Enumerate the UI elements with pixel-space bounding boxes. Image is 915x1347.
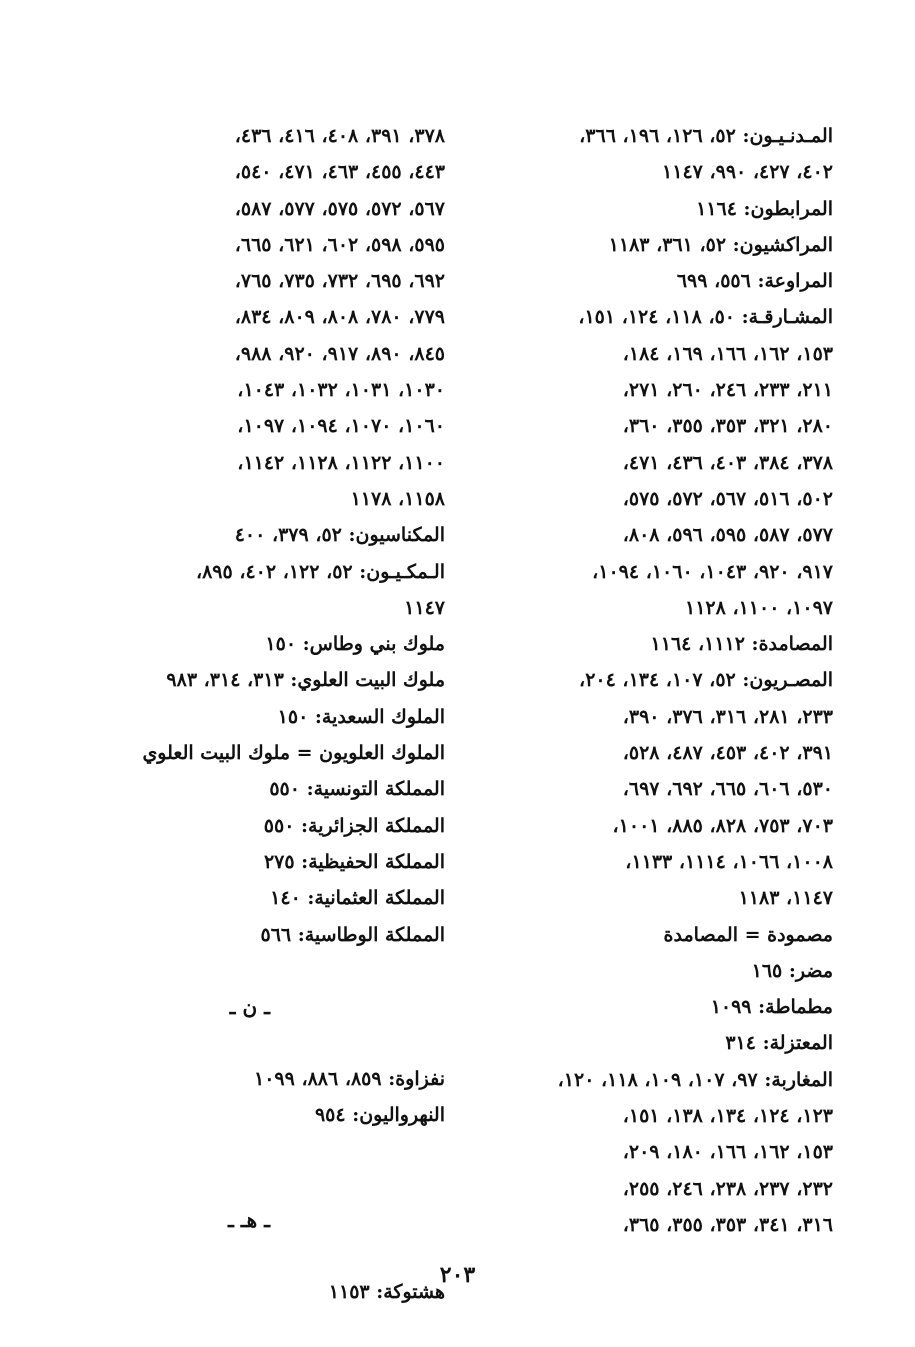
entry-continuation-line: ١٠٠٨، ١٠٦٦، ١١١٤، ١١٣٣،: [625, 850, 833, 873]
index-entry: [478, 953, 833, 989]
entry-line: المصامدة: ١١١٢، ١١٦٤: [650, 633, 833, 656]
entry-continuation-line: ٢٣٣، ٢٨١، ٣١٦، ٣٧٦، ٣٩٠،: [622, 705, 833, 728]
entry-line: المملكة التونسية: ٥٥٠: [269, 778, 445, 801]
entry-continuation-line: ٦٩٢، ٦٩٥، ٧٣٢، ٧٣٥، ٧٦٥،: [234, 270, 445, 293]
entry-continuation-line: ٢٨٠، ٣٢١، ٣٥٣، ٣٥٥، ٣٦٠،: [622, 415, 833, 438]
left-entries: [80, 517, 445, 953]
entry-line: مضر: ١٦٥: [751, 959, 833, 982]
index-entry: [478, 626, 833, 662]
section-heading-ha: ـ هـ ـ: [227, 1207, 270, 1232]
entry-line: المغاربة: ٩٧، ١٠٧، ١٠٩، ١١٨، ١٢٠،: [557, 1068, 833, 1091]
entry-line: المشـارقـة: ٥٠، ١١٨، ١٢٤، ١٥١،: [578, 306, 833, 329]
entry-continuation-line: ١١٠٠، ١١٢٢، ١١٢٨، ١١٤٢،: [237, 451, 445, 474]
entry-continuation-line: ١٢٣، ١٢٤، ١٣٤، ١٣٨، ١٥١،: [622, 1105, 833, 1128]
continued-entry: [80, 118, 445, 517]
right-column: [478, 118, 833, 1243]
entry-continuation-line: ٤٠٢، ٤٢٧، ٩٩٠، ١١٤٧: [662, 161, 833, 184]
entry-line: مطماطة: ١٠٩٩: [710, 996, 833, 1019]
entry-line: المكناسيون: ٥٢، ٣٧٩، ٤٠٠: [234, 524, 445, 547]
index-entry: [80, 699, 445, 735]
index-entry: [80, 626, 445, 662]
index-entry: [80, 662, 445, 698]
entry-continuation-line: ١١٤٧، ١١٨٣: [738, 887, 833, 910]
entry-line: المـدنـيـون: ٥٢، ١٢٦، ١٩٦، ٣٦٦،: [579, 125, 833, 147]
index-entry: [478, 263, 833, 299]
entry-continuation-line: ٢٣٢، ٢٣٧، ٢٣٨، ٢٤٦، ٢٥٥،: [622, 1177, 833, 1200]
entry-continuation-line: ٧٧٩، ٧٨٠، ٨٠٨، ٨٠٩، ٨٣٤،: [234, 306, 445, 329]
index-entry: نفزاوة: ٨٥٩، ٨٨٦، ١٠٩٩: [254, 1068, 445, 1091]
index-entry: [478, 662, 833, 916]
entry-line: المرابطون: ١١٦٤: [696, 197, 833, 220]
entry-continuation-line: ٣٧٨، ٣٨٤، ٤٠٣، ٤٣٦، ٤٧١،: [622, 451, 833, 474]
entry-continuation-line: ٥٠٢، ٥١٦، ٥٦٧، ٥٧٢، ٥٧٥،: [622, 487, 833, 510]
index-entry: [80, 735, 445, 771]
index-entry: [80, 517, 445, 553]
index-entry: [80, 554, 445, 627]
entry-continuation-line: ٩١٧، ٩٢٠، ١٠٤٣، ١٠٦٠، ١٠٩٤،: [592, 560, 833, 583]
entry-line: الملوك السعدية: ١٥٠: [277, 705, 445, 728]
entry-continuation-line: ٧٠٣، ٧٥٣، ٨٢٨، ٨٨٥، ١٠٠١،: [612, 814, 833, 837]
section-heading-nun: ـ ن ـ: [229, 994, 270, 1019]
entry-continuation-line: ١٥٣، ١٦٢، ١٦٦، ١٨٠، ٢٠٩،: [622, 1141, 833, 1164]
entry-continuation-line: ١٠٣٠، ١٠٣١، ١٠٣٢، ١٠٤٣،: [237, 379, 445, 402]
entry-continuation-line: ٣٧٨، ٣٩١، ٤٠٨، ٤١٦، ٤٣٦،: [234, 125, 445, 147]
entry-continuation-line: ١١٤٧: [404, 596, 445, 619]
entry-continuation-line: ١٠٩٧، ١١٠٠، ١١٢٨: [685, 596, 833, 619]
index-entry: [80, 808, 445, 844]
index-entry: [478, 227, 833, 263]
entry-continuation-line: ٤٤٣، ٤٥٥، ٤٦٣، ٤٧١، ٥٤٠،: [234, 161, 445, 184]
entry-line: ملوك بني وطاس: ١٥٠: [265, 633, 445, 656]
entry-continuation-line: ٨٤٥، ٨٩٠، ٩١٧، ٩٢٠، ٩٨٨،: [234, 342, 445, 365]
index-entry: هشتوكة: ١١٥٣: [328, 1281, 445, 1304]
index-entry: [478, 917, 833, 953]
entry-continuation-line: ٣١٦، ٣٤١، ٣٥٣، ٣٥٥، ٣٦٥،: [622, 1213, 833, 1236]
index-entry: [478, 299, 833, 626]
entry-continuation-line: ٥٣٠، ٦٠٦، ٦٦٥، ٦٩٢، ٦٩٧،: [622, 778, 833, 801]
entry-line: الـمكـيـون: ٥٢، ١٢٢، ٤٠٢، ٨٩٥،: [195, 560, 445, 583]
index-entry: [80, 917, 445, 953]
index-entry: [80, 844, 445, 880]
index-entry: [478, 1062, 833, 1243]
index-entry: [478, 118, 833, 191]
entry-continuation-line: ٥٦٧، ٥٧٢، ٥٧٥، ٥٧٧، ٥٨٧،: [234, 197, 445, 220]
index-entry: [478, 989, 833, 1025]
index-entry: [478, 191, 833, 227]
entry-line: المراوعة: ٥٥٦، ٦٩٩: [676, 270, 833, 293]
entry-continuation-line: ٥٩٥، ٥٩٨، ٦٠٢، ٦٢١، ٦٦٥،: [234, 233, 445, 256]
index-entry: [80, 771, 445, 807]
index-entry: [80, 880, 445, 916]
entry-continuation-line: ١٥٣، ١٦٢، ١٦٦، ١٦٩، ١٨٤،: [622, 342, 833, 365]
left-column: [80, 118, 445, 1310]
index-entry: [478, 1025, 833, 1061]
entry-continuation-line: ١٠٦٠، ١٠٧٠، ١٠٩٤، ١٠٩٧،: [237, 415, 445, 438]
entry-continuation-line: ٣٩١، ٤٠٢، ٤٥٣، ٤٨٧، ٥٢٨،: [622, 742, 833, 765]
entry-line: المملكة الوطاسية: ٥٦٦: [260, 923, 445, 946]
entry-line: المملكة الحفيظية: ٢٧٥: [263, 850, 445, 873]
entry-line: المراكشيون: ٥٢، ٣٦١، ١١٨٣: [608, 233, 833, 256]
entry-line: المعتزلة: ٣١٤: [725, 1032, 833, 1055]
entry-continuation-line: ١١٥٨، ١١٧٨: [350, 487, 445, 510]
index-entry: النهرواليون: ٩٥٤: [314, 1104, 445, 1127]
entry-continuation-line: ٢١١، ٢٣٣، ٢٤٦، ٢٦٠، ٢٧١،: [622, 379, 833, 402]
entry-line: ملوك البيت العلوي: ٣١٣، ٣١٤، ٩٨٣: [166, 669, 445, 692]
entry-line: المملكة الجزائرية: ٥٥٠: [263, 814, 445, 837]
entry-line: مصمودة = المصامدة: [663, 923, 833, 946]
entry-line: الملوك العلويون = ملوك البيت العلوي: [142, 742, 445, 765]
page-number: ٢٠٣: [439, 1262, 476, 1288]
entry-line: المملكة العثمانية: ١٤٠: [270, 887, 445, 910]
entry-line: المصـريون: ٥٢، ١٠٧، ١٣٤، ٢٠٤،: [579, 669, 833, 692]
entry-continuation-line: ٥٧٧، ٥٨٧، ٥٩٥، ٥٩٦، ٨٠٨،: [622, 524, 833, 547]
